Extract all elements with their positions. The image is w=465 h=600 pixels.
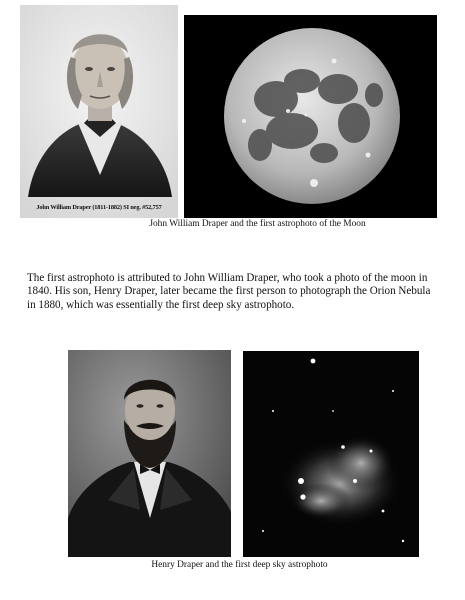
top-caption: John William Draper and the first astrophoto of the Moon <box>149 219 366 229</box>
john-william-draper-portrait <box>20 5 178 218</box>
portrait-drawing <box>20 5 178 218</box>
moon-image <box>184 15 437 218</box>
body-paragraph: The first astrophoto is attributed to John William Draper, who took a photo of the moon in 1840. His son, Henry Draper, later became the first person to photograph the Orion Nebula in 1880, which was essentially the first deep sky astrophoto. <box>27 272 431 311</box>
nebula-image <box>243 351 419 557</box>
portrait-caption: John William Draper (1811-1882) SI neg. #52,757 <box>36 204 162 211</box>
orion-nebula-astrophoto <box>243 351 419 557</box>
bottom-caption: Henry Draper and the first deep sky astrophoto <box>151 560 328 570</box>
henry-portrait-drawing <box>68 350 231 557</box>
henry-draper-portrait <box>68 350 231 557</box>
moon-astrophoto <box>184 15 437 218</box>
